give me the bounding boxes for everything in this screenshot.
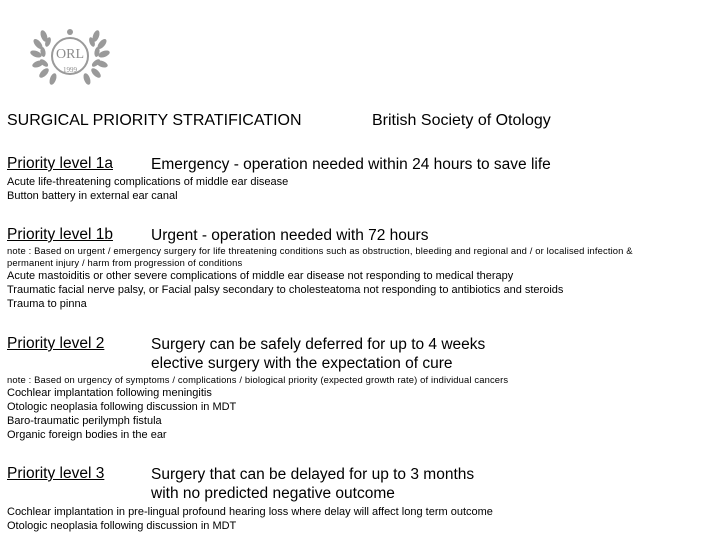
laurel-wreath-crest-icon — [30, 22, 110, 88]
list-item: Otologic neoplasia following discussion in MDT — [7, 401, 237, 413]
list-item: Traumatic facial nerve palsy, or Facial palsy secondary to cholesteatoma not responding to antibiotics and steroids — [7, 284, 564, 296]
list-item: Trauma to pinna — [7, 298, 87, 310]
priority-level-description: Surgery can be safely deferred for up to 4 weeks elective surgery with the expectation of cure — [151, 336, 486, 372]
list-item: Baro-traumatic perilymph fistula — [7, 415, 162, 427]
svg-text:1999: 1999 — [63, 66, 77, 74]
priority-level-description: Urgent - operation needed with 72 hours — [151, 227, 429, 244]
list-item: Organic foreign bodies in the ear — [7, 429, 167, 441]
priority-level-description: Surgery that can be delayed for up to 3 months with no predicted negative outcome — [151, 466, 475, 502]
priority-level-label: Priority level 3 — [7, 465, 105, 482]
condition-list — [7, 269, 563, 311]
list-item: Button battery in external ear canal — [7, 190, 178, 202]
list-item: Cochlear implantation in pre-lingual profound hearing loss where delay will affect long term outcome — [7, 506, 493, 518]
priority-level-description: Emergency - operation needed within 24 hours to save life — [151, 156, 551, 173]
list-item: Cochlear implantation following meningitis — [7, 387, 212, 399]
priority-note: note : Based on urgency of symptoms / complications / biological priority (expected growth rate) of individual cancers — [7, 374, 509, 385]
list-item: Otologic neoplasia following discussion in MDT — [7, 520, 237, 532]
page-title: SURGICAL PRIORITY STRATIFICATION — [7, 112, 302, 129]
condition-list — [7, 175, 288, 203]
priority-note: note : Based on urgent / emergency surgery for life threatening conditions such as obstruction, bleeding and regional and / or localised infection & permanent injury / harm from progression of conditions — [7, 245, 633, 268]
priority-level-label: Priority level 1b — [7, 226, 113, 243]
condition-list — [7, 386, 236, 442]
list-item: Acute mastoiditis or other severe complications of middle ear disease not responding to medical therapy — [7, 270, 514, 282]
svg-text:ORL: ORL — [56, 47, 84, 62]
list-item: Acute life-threatening complications of middle ear disease — [7, 176, 289, 188]
condition-list — [7, 505, 493, 533]
priority-level-label: Priority level 2 — [7, 335, 105, 352]
orl-logo — [30, 22, 110, 88]
society-name: British Society of Otology — [372, 112, 551, 129]
priority-level-label: Priority level 1a — [7, 155, 113, 172]
